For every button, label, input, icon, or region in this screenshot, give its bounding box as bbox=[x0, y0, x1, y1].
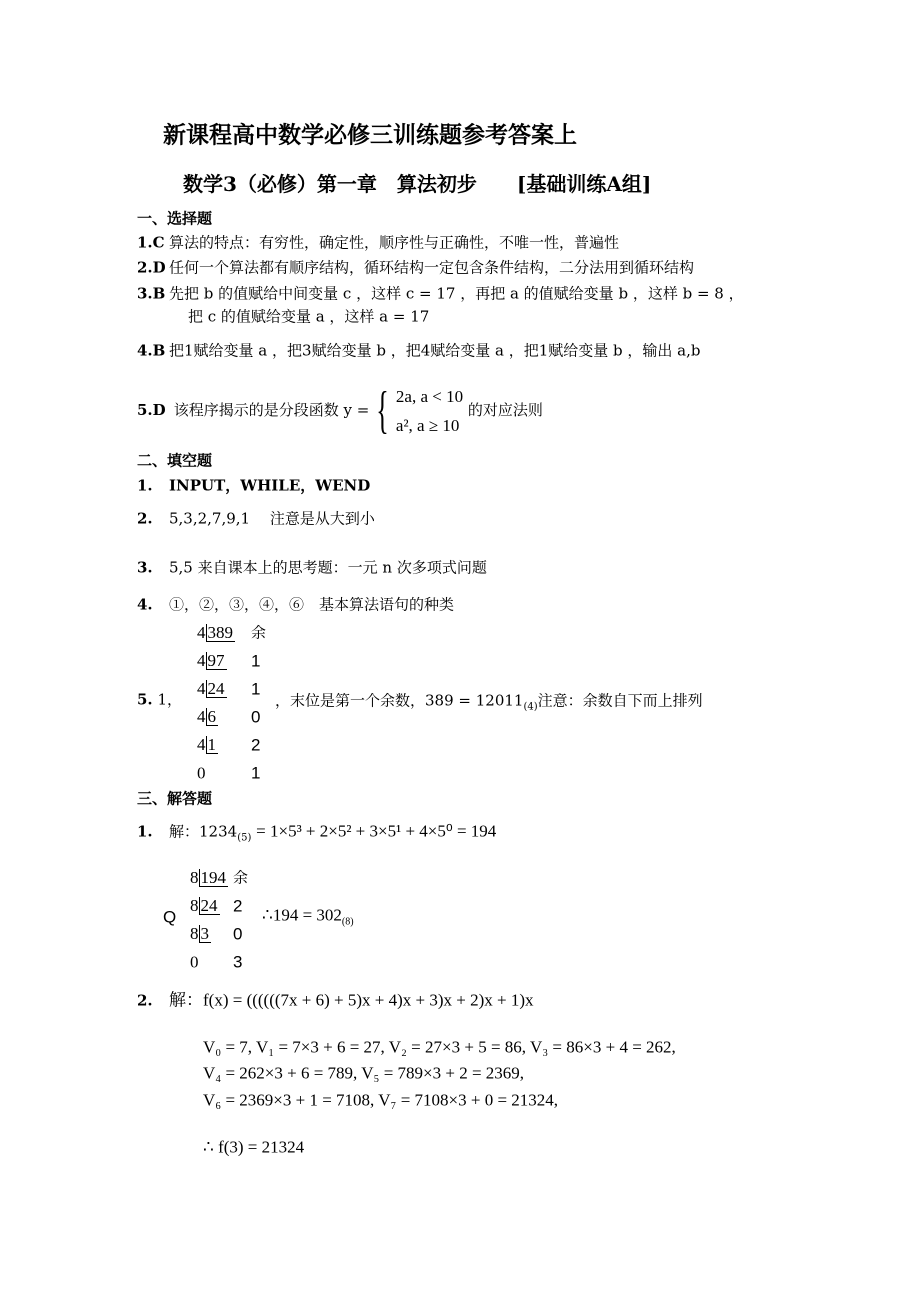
text: 算法的特点：有穷性，确定性，顺序性与正确性，不唯一性，普遍性 bbox=[169, 233, 620, 252]
horner-line: V₆ = 2369×3 + 1 = 7108, V₇ = 7108×3 + 0 = 21324, bbox=[203, 1090, 559, 1110]
solve-2 bbox=[137, 992, 534, 1009]
text: 该程序揭示的是分段函数 y = bbox=[173, 401, 370, 419]
remainder: 2 bbox=[251, 735, 261, 755]
remainder: 2 bbox=[233, 896, 243, 916]
case-1: 2a, a < 10 bbox=[395, 387, 464, 406]
text: ①，②，③，④，⑥ 基本算法语句的种类 bbox=[169, 595, 455, 614]
choice-5 bbox=[137, 382, 543, 440]
doc-title: 新课程高中数学必修三训练题参考答案上 bbox=[163, 121, 577, 149]
case-2: a², a ≥ 10 bbox=[395, 416, 460, 435]
divisor: 0 bbox=[197, 763, 206, 783]
remainder: 3 bbox=[233, 952, 243, 972]
brace: { bbox=[376, 382, 389, 439]
fill-5 bbox=[137, 690, 182, 709]
horner-line: V₀ = 7, V₁ = 7×3 + 6 = 27, V₂ = 27×3 + 5 = 86, V₃ = 86×3 + 4 = 262, bbox=[203, 1037, 676, 1057]
text: 的对应法则 bbox=[467, 401, 543, 419]
dividend: 1 bbox=[207, 735, 216, 754]
text: 任何一个算法都有顺序结构，循环结构一定包含条件结构，二分法用到循环结构 bbox=[169, 258, 695, 277]
expr: = 1×5³ + 2×5² + 3×5¹ + 4×5⁰ = 194 bbox=[256, 821, 497, 841]
divisor: 4 bbox=[197, 623, 206, 642]
label: 4.B bbox=[137, 341, 166, 360]
text: 解：1234 bbox=[169, 822, 238, 841]
division-row bbox=[190, 869, 228, 887]
base: (5) bbox=[237, 832, 252, 844]
division-row bbox=[190, 925, 211, 943]
dividend: 6 bbox=[207, 707, 216, 726]
division-row bbox=[197, 624, 235, 642]
solve-2-result: ∴ f(3) = 21324 bbox=[203, 1137, 305, 1157]
division-row bbox=[197, 765, 206, 782]
division-row bbox=[197, 652, 227, 670]
fill-1 bbox=[137, 476, 371, 495]
section-fill: 二、填空题 bbox=[137, 451, 213, 470]
q-symbol: Q bbox=[163, 907, 177, 927]
division-row bbox=[190, 897, 220, 915]
doc-subtitle: 数学3（必修）第一章 算法初步 [基础训练A组] bbox=[183, 172, 652, 196]
dividend: 24 bbox=[200, 896, 218, 915]
division-row bbox=[197, 708, 218, 726]
dividend: 24 bbox=[207, 679, 225, 698]
label: 3. bbox=[137, 558, 153, 577]
prefix: 1， bbox=[157, 690, 182, 709]
label: 5. bbox=[137, 690, 153, 709]
horner-line: V₄ = 262×3 + 6 = 789, V₅ = 789×3 + 2 = 2369, bbox=[203, 1063, 525, 1083]
text: 先把 b 的值赋给中间变量 c ，这样 c = 17 ，再把 a 的值赋给变量 b ，这样 b = 8 ， bbox=[169, 284, 744, 303]
divisor: 4 bbox=[197, 679, 206, 698]
divisor: 4 bbox=[197, 707, 206, 726]
choice-2 bbox=[137, 258, 695, 277]
dividend: 389 bbox=[207, 623, 233, 642]
label: 3.B bbox=[137, 284, 166, 303]
label: 2. bbox=[137, 991, 153, 1010]
divisor: 0 bbox=[190, 952, 199, 972]
choice-4 bbox=[137, 341, 701, 360]
dividend: 97 bbox=[207, 651, 225, 670]
text: ，末位是第一个余数，389 = 12011 bbox=[275, 691, 524, 710]
label: 1. bbox=[137, 476, 153, 495]
note: 注意：余数自下而上排列 bbox=[537, 691, 703, 710]
remainder: 1 bbox=[251, 763, 261, 783]
piecewise bbox=[396, 382, 463, 440]
fill-3 bbox=[137, 558, 487, 577]
label: 5.D bbox=[137, 401, 166, 419]
remainder: 余 bbox=[233, 868, 249, 887]
dividend: 3 bbox=[200, 924, 209, 943]
label: 2.D bbox=[137, 258, 166, 277]
remainder: 1 bbox=[251, 679, 261, 699]
text: 5,3,2,7,9,1 注意是从大到小 bbox=[169, 509, 375, 528]
label: 4. bbox=[137, 595, 153, 614]
dividend: 194 bbox=[200, 868, 226, 887]
text: 解：f(x) = ((((((7x + 6) + 5)x + 4)x + 3)x + 2)x + 1)x bbox=[169, 990, 534, 1010]
divisor: 8 bbox=[190, 868, 199, 887]
text: INPUT，WHILE，WEND bbox=[169, 476, 371, 495]
base: (4) bbox=[523, 701, 538, 713]
division-row bbox=[197, 680, 227, 698]
text: 把1赋给变量 a ，把3赋给变量 b ，把4赋给变量 a ，把1赋给变量 b ，输出 a,b bbox=[169, 341, 701, 360]
division-row bbox=[190, 954, 199, 971]
divisor: 4 bbox=[197, 651, 206, 670]
divisor: 4 bbox=[197, 735, 206, 754]
text: ∴194 = 302 bbox=[262, 905, 342, 925]
section-choice: 一、选择题 bbox=[137, 209, 213, 228]
choice-3-cont: 把 c 的值赋给变量 a ，这样 a = 17 bbox=[188, 307, 430, 326]
text: 5,5 来自课本上的思考题：一元 n 次多项式问题 bbox=[169, 558, 487, 577]
solve-1-result bbox=[262, 906, 354, 927]
remainder: 1 bbox=[251, 651, 261, 671]
fill-5-result bbox=[275, 691, 703, 713]
divisor: 8 bbox=[190, 924, 199, 943]
label: 1.C bbox=[137, 233, 165, 252]
solve-1 bbox=[137, 823, 496, 844]
fill-2 bbox=[137, 509, 375, 528]
fill-4 bbox=[137, 595, 455, 614]
label: 1. bbox=[137, 822, 153, 841]
remainder: 0 bbox=[251, 707, 261, 727]
divisor: 8 bbox=[190, 896, 199, 915]
base: (8) bbox=[341, 916, 354, 928]
choice-1 bbox=[137, 233, 620, 252]
remainder: 0 bbox=[233, 924, 243, 944]
division-row bbox=[197, 736, 218, 754]
label: 2. bbox=[137, 509, 153, 528]
choice-3 bbox=[137, 284, 744, 303]
remainder: 余 bbox=[251, 623, 267, 642]
section-solve: 三、解答题 bbox=[137, 789, 213, 808]
